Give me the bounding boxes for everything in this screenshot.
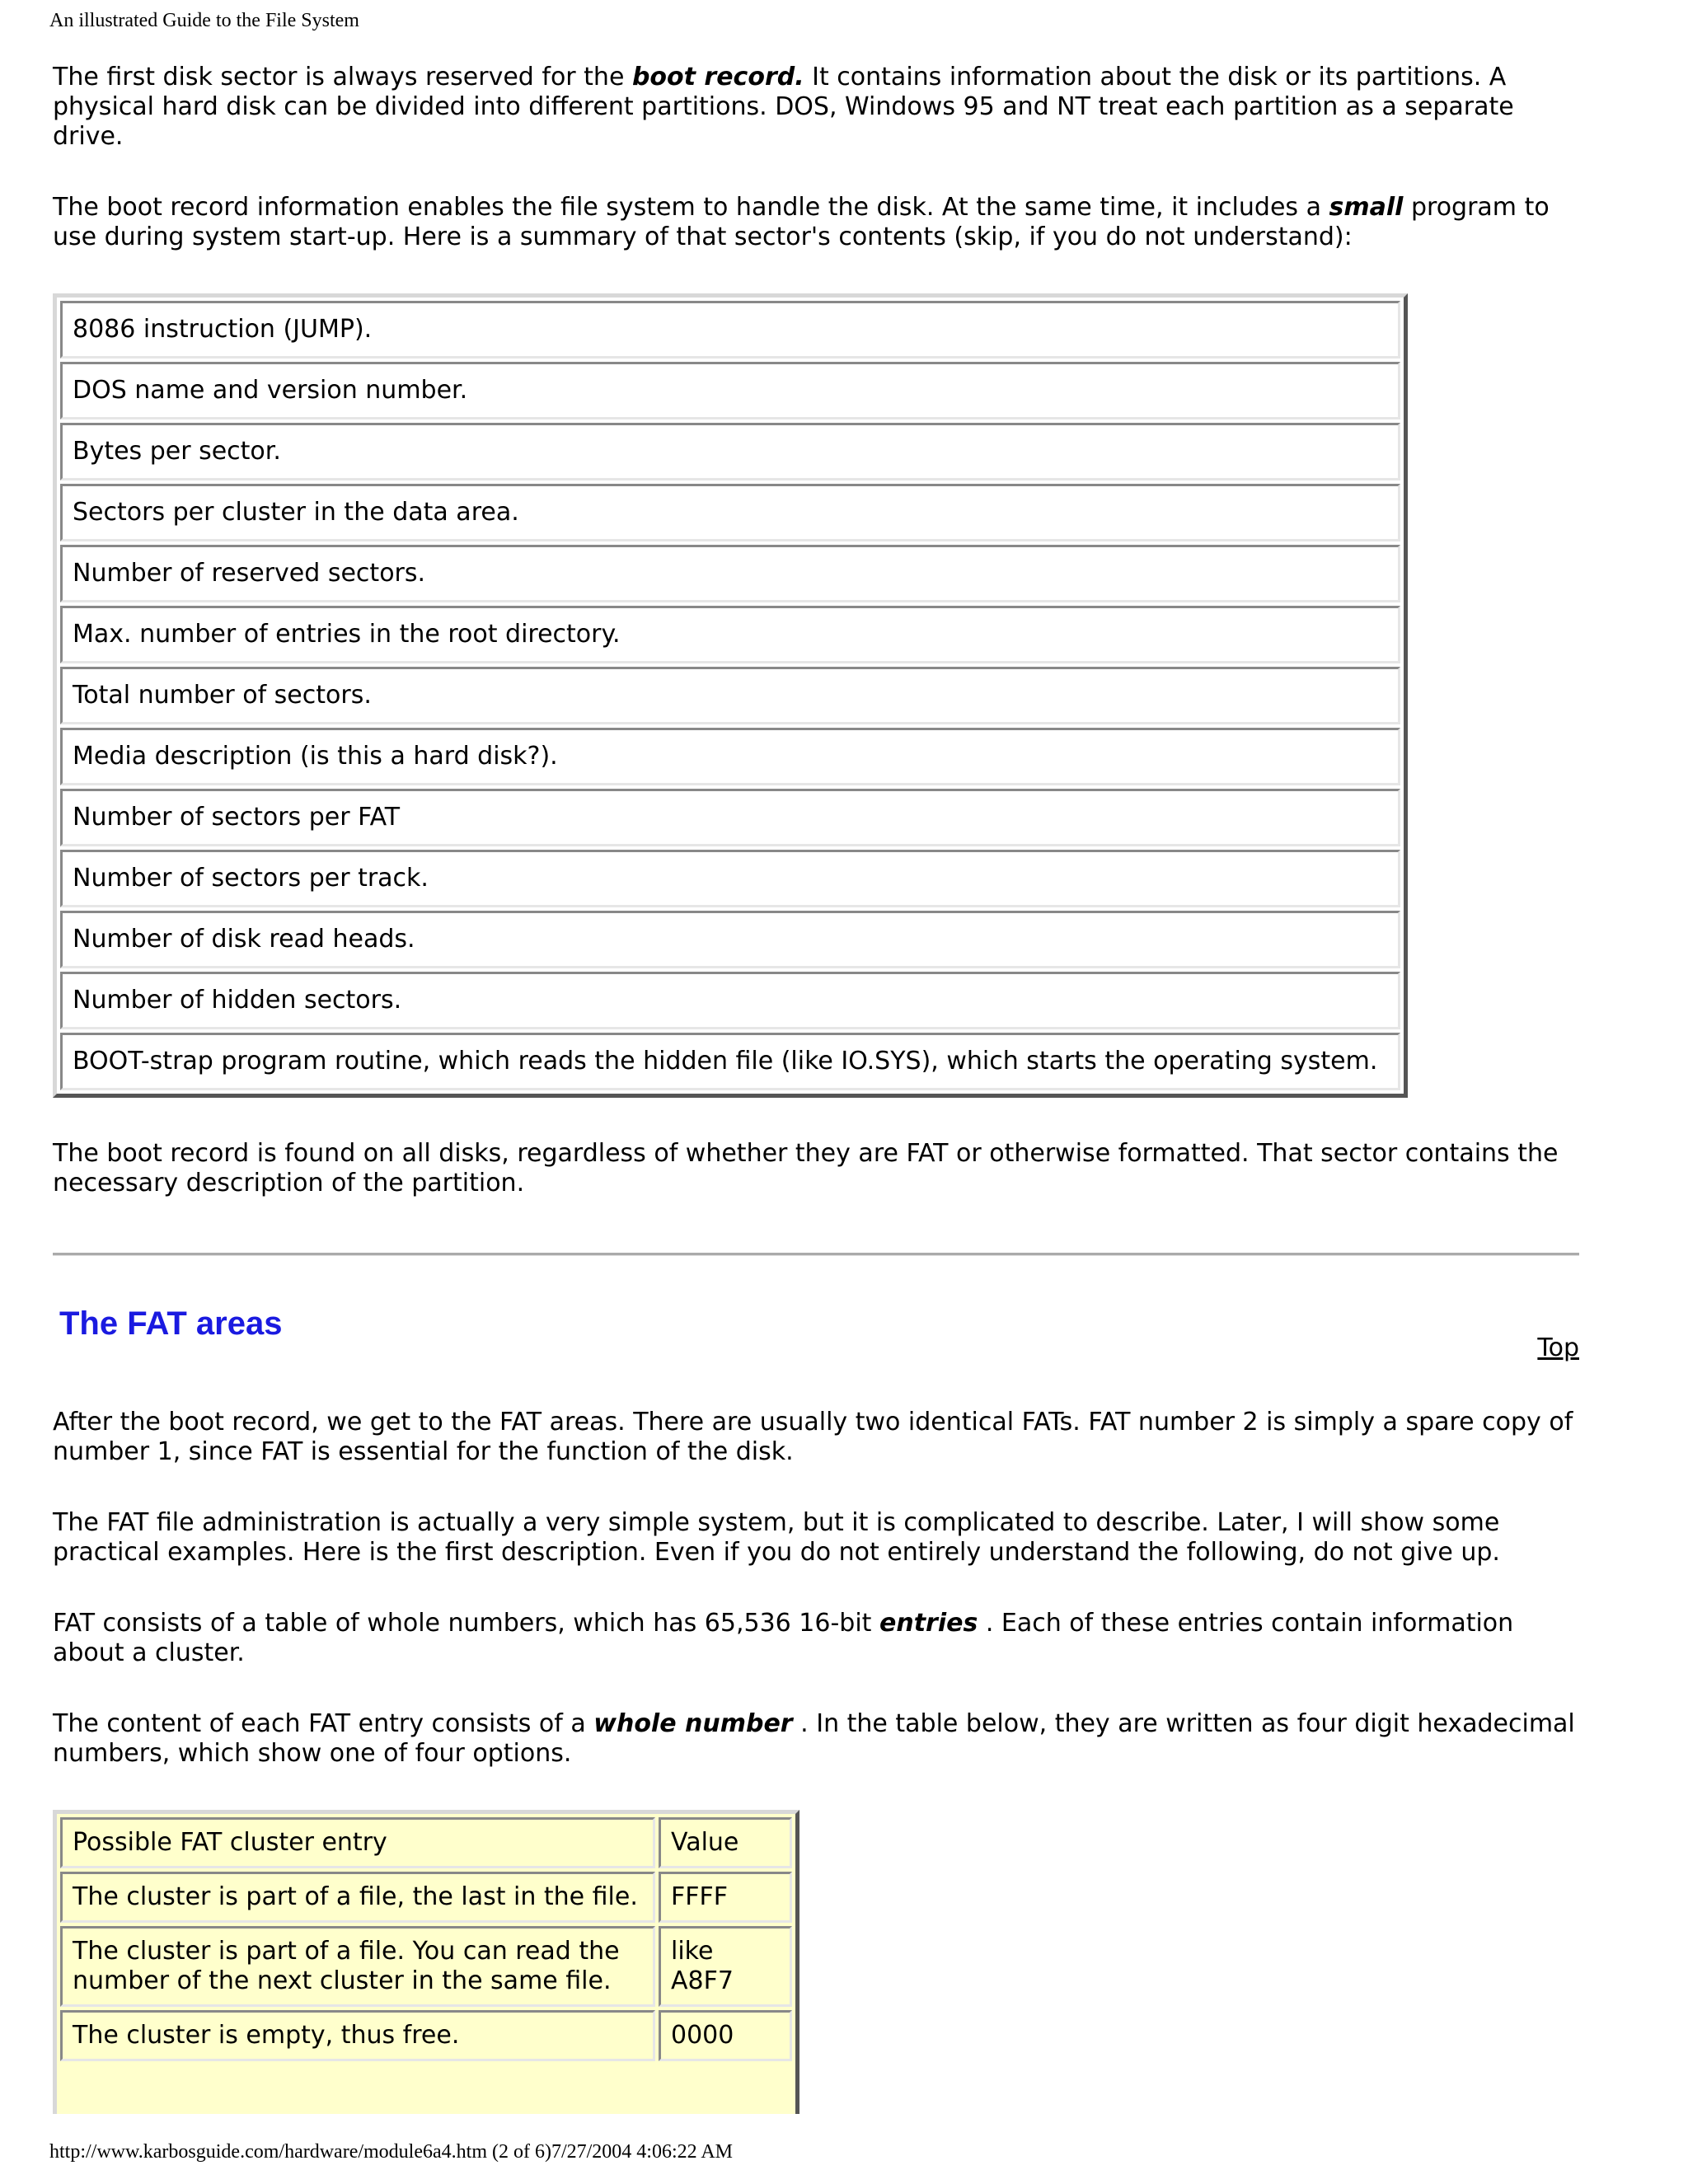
table-row <box>60 911 1400 968</box>
small-term: small <box>1329 193 1404 222</box>
whole-number-term: whole number <box>593 1709 793 1738</box>
column-header-value: Value <box>659 1817 792 1868</box>
fat-section-heading: The FAT areas <box>59 1305 283 1342</box>
section-divider <box>53 1253 1579 1256</box>
entries-term: entries <box>879 1609 978 1638</box>
table-row <box>60 850 1400 907</box>
boot-record-item: Number of reserved sectors. <box>60 545 1400 602</box>
fat-heading-row <box>53 1305 1586 1375</box>
fat-entry-table <box>53 1810 799 2114</box>
boot-record-item: Number of hidden sectors. <box>60 972 1400 1029</box>
table-tail <box>60 2064 792 2111</box>
boot-record-item: DOS name and version number. <box>60 362 1400 419</box>
column-header-entry: Possible FAT cluster entry <box>60 1817 655 1868</box>
table-row <box>60 545 1400 602</box>
fat-entry-description: The cluster is part of a file, the last in the file. <box>60 1872 655 1923</box>
boot-record-item: Number of sectors per track. <box>60 850 1400 907</box>
boot-record-item: Number of disk read heads. <box>60 911 1400 968</box>
fat-paragraph-2: The FAT file administration is actually a very simple system, but it is complicated to describe. Later, I will show some practical examples. Here is the first description. Even if you do not entirely understand the following, do not give up. <box>53 1508 1500 1567</box>
table-row <box>60 606 1400 663</box>
boot-record-item: Total number of sectors. <box>60 667 1400 724</box>
boot-record-term: boot record. <box>631 63 804 91</box>
table-row <box>60 1872 792 1923</box>
boot-record-item: Sectors per cluster in the data area. <box>60 484 1400 541</box>
table-row <box>60 362 1400 419</box>
table-header-row <box>60 1817 792 1868</box>
fat-entry-description: The cluster is part of a file. You can read the number of the next cluster in the same file. <box>60 1926 655 2007</box>
fat-entry-value: like A8F7 <box>659 1926 792 2007</box>
page-header: An illustrated Guide to the File System <box>49 10 359 31</box>
top-link[interactable]: Top <box>1537 1333 1579 1362</box>
table-row <box>60 484 1400 541</box>
intro-paragraph-2: The boot record information enables the file system to handle the disk. At the same time, it includes a small program to use during system start-up. Here is a summary of that sector's contents (skip, if you do not understand): <box>53 193 1550 251</box>
table-row <box>60 667 1400 724</box>
fat-paragraph-3: FAT consists of a table of whole numbers, which has 65,536 16-bit entries . Each of these entries contain information about a cluster. <box>53 1609 1514 1667</box>
boot-record-item: Max. number of entries in the root directory. <box>60 606 1400 663</box>
table-row <box>60 789 1400 846</box>
fat-paragraph-4: The content of each FAT entry consists of a whole number . In the table below, they are written as four digit hexadecimal numbers, which show one of four options. <box>53 1709 1575 1768</box>
intro-paragraph-1: The first disk sector is always reserved for the boot record. It contains information about the disk or its partitions. A physical hard disk can be divided into different partitions. DOS, Windows 95 and NT treat each partition as a separate drive. <box>53 63 1514 151</box>
table-row <box>60 1926 792 2007</box>
boot-record-table <box>53 293 1408 1098</box>
table-row <box>60 2010 792 2061</box>
table-row <box>60 728 1400 785</box>
table-row <box>60 972 1400 1029</box>
fat-paragraph-1: After the boot record, we get to the FAT areas. There are usually two identical FATs. FAT number 2 is simply a spare copy of number 1, since FAT is essential for the function of the disk. <box>53 1408 1573 1466</box>
fat-entry-value: FFFF <box>659 1872 792 1923</box>
table-row <box>60 423 1400 480</box>
boot-record-item: BOOT-strap program routine, which reads the hidden file (like IO.SYS), which starts the operating system. <box>60 1033 1400 1090</box>
page-footer-url: http://www.karbosguide.com/hardware/module6a4.htm (2 of 6)7/27/2004 4:06:22 AM <box>49 2141 733 2163</box>
table-row <box>60 1033 1400 1090</box>
document-body <box>53 63 1586 2114</box>
fat-entry-description: The cluster is empty, thus free. <box>60 2010 655 2061</box>
boot-record-item: 8086 instruction (JUMP). <box>60 301 1400 359</box>
boot-record-note: The boot record is found on all disks, regardless of whether they are FAT or otherwise formatted. That sector contains the necessary description of the partition. <box>53 1139 1559 1197</box>
boot-record-item: Media description (is this a hard disk?). <box>60 728 1400 785</box>
boot-record-item: Bytes per sector. <box>60 423 1400 480</box>
fat-entry-value: 0000 <box>659 2010 792 2061</box>
table-row <box>60 301 1400 359</box>
boot-record-item: Number of sectors per FAT <box>60 789 1400 846</box>
